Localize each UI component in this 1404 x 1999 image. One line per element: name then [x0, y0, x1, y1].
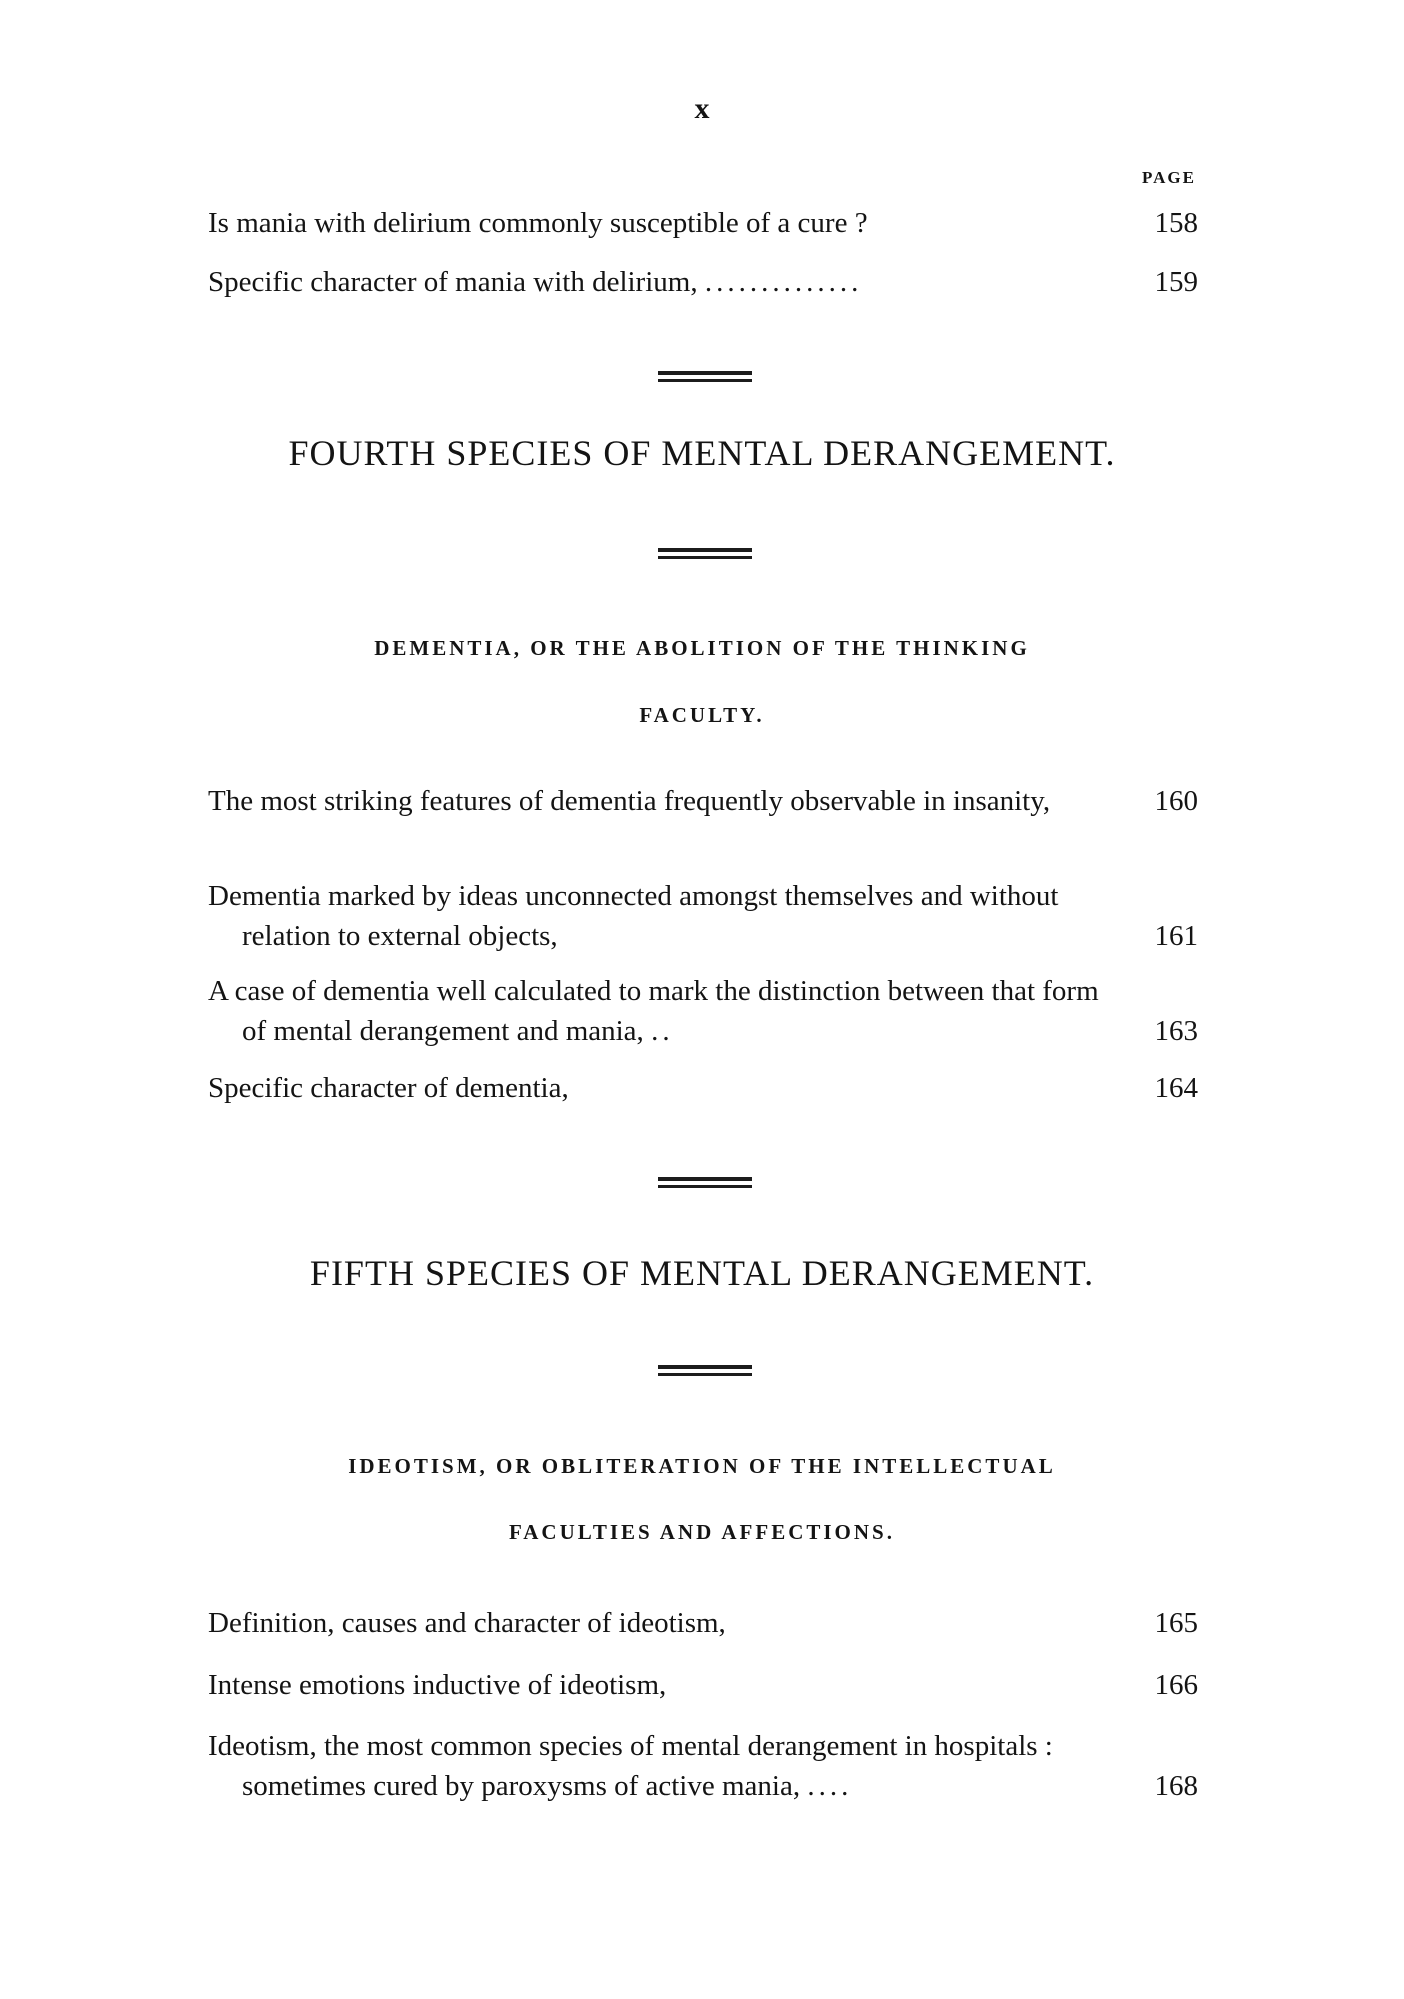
entry-text: Specific character of dementia,: [208, 1072, 569, 1104]
entry-text: Dementia marked by ideas unconnected amongst themselves and without relation to external objects,: [208, 880, 1059, 952]
dementia-subheading-line1: DEMENTIA, OR THE ABOLITION OF THE THINKING: [374, 636, 1030, 660]
entry-text: A case of dementia well calculated to mark the distinction between that form of mental derangement and mania,: [208, 975, 1099, 1047]
entry-page: 160: [1154, 785, 1198, 817]
toc-entry: [208, 1726, 1198, 1806]
entry-page: 158: [1154, 207, 1198, 239]
toc-entry: [208, 781, 1198, 821]
entry-page: 164: [1154, 1072, 1198, 1104]
entry-text: Specific character of mania with delirium,: [208, 266, 698, 298]
toc-entry: [208, 876, 1198, 956]
entry-text-wrap: [208, 971, 1122, 1051]
toc-entry: [208, 1665, 1198, 1705]
dot-leader: ....: [807, 1770, 853, 1802]
double-rule-divider: [658, 548, 752, 559]
page-column-label: PAGE: [1142, 168, 1196, 187]
toc-entry: [208, 262, 1198, 302]
entry-page: 159: [1154, 266, 1198, 298]
ideotism-subheading-line1: IDEOTISM, OR OBLITERATION OF THE INTELLECTUAL: [348, 1454, 1056, 1478]
entry-text: Intense emotions inductive of ideotism,: [208, 1669, 667, 1701]
double-rule-divider: [658, 371, 752, 382]
entry-text-wrap: [208, 1726, 1122, 1806]
toc-entry: [208, 1068, 1198, 1108]
double-rule-divider: [658, 1365, 752, 1376]
double-rule-divider: [658, 1177, 752, 1188]
toc-entry: [208, 971, 1198, 1051]
entry-page: 165: [1154, 1607, 1198, 1639]
entry-text: Ideotism, the most common species of mental derangement in hospitals : sometimes cured by paroxysms of active mania,: [208, 1730, 1053, 1802]
dot-leader: ..............: [704, 266, 863, 298]
entry-text: Definition, causes and character of ideotism,: [208, 1607, 726, 1639]
folio-number: x: [694, 92, 710, 125]
entry-text: Is mania with delirium commonly susceptible of a cure ?: [208, 207, 868, 239]
ideotism-subheading-line2: FACULTIES AND AFFECTIONS.: [509, 1520, 895, 1544]
toc-entry: [208, 1603, 1198, 1643]
entry-page: 161: [1154, 920, 1198, 952]
entry-text-wrap: [208, 262, 1162, 302]
dot-leader: ..: [651, 1015, 674, 1047]
entry-text: The most striking features of dementia frequently observable in insanity,: [208, 785, 1051, 817]
dementia-subheading-line2: FACULTY.: [639, 703, 765, 727]
entry-page: 168: [1154, 1770, 1198, 1802]
fourth-species-heading: FOURTH SPECIES OF MENTAL DERANGEMENT.: [288, 433, 1116, 473]
entry-page: 166: [1154, 1669, 1198, 1701]
fifth-species-heading: FIFTH SPECIES OF MENTAL DERANGEMENT.: [309, 1253, 1095, 1293]
toc-entry: [208, 203, 1198, 243]
entry-page: 163: [1154, 1015, 1198, 1047]
